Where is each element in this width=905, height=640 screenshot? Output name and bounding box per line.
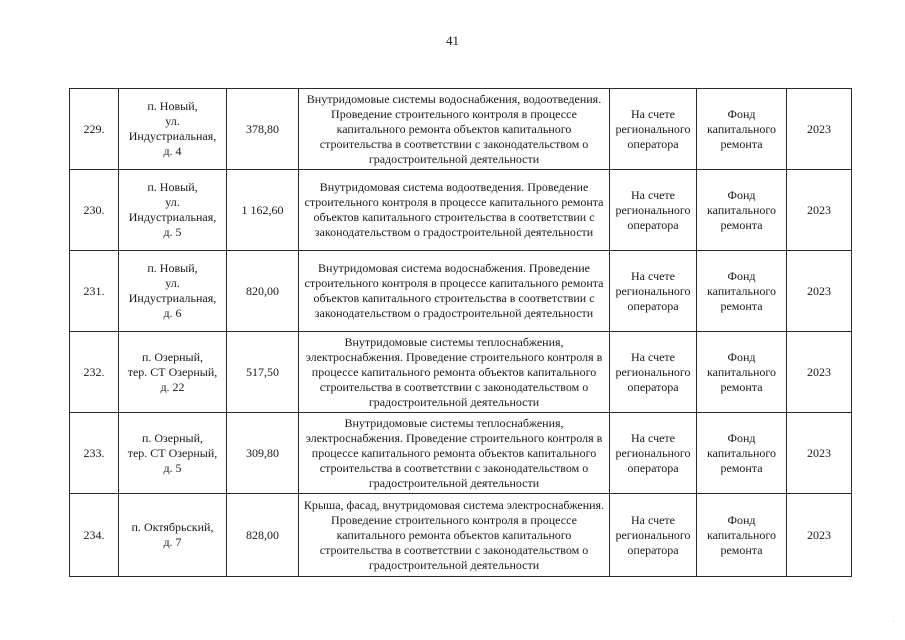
work-description-cell: Внутридомовые системы теплоснабжения, электроснабжения. Проведение строительного контроля в процессе капитального ремонта объектов капитального строительства в соответствии с законодательством о градостроительной деятельности (299, 413, 610, 494)
address-cell: п. Озерный, тер. СТ Озерный, д. 5 (119, 413, 227, 494)
table-row (70, 89, 852, 170)
table-row (70, 413, 852, 494)
account-cell: На счете регионального оператора (610, 170, 697, 251)
row-number: 230. (70, 170, 119, 251)
fund-cell: Фонд капитального ремонта (697, 170, 787, 251)
account-cell: На счете регионального оператора (610, 332, 697, 413)
account-cell: На счете регионального оператора (610, 251, 697, 332)
table-row (70, 251, 852, 332)
fund-cell: Фонд капитального ремонта (697, 89, 787, 170)
work-description-cell: Крыша, фасад, внутридомовая система электроснабжения. Проведение строительного контроля в процессе капитального ремонта объектов капитального строительства в соответствии с законодательством о градостроительной деятельности (299, 494, 610, 577)
page-number: 41 (446, 33, 459, 48)
cost-cell: 1 162,60 (227, 170, 299, 251)
account-cell: На счете регионального оператора (610, 89, 697, 170)
year-cell: 2023 (787, 413, 852, 494)
year-cell: 2023 (787, 170, 852, 251)
cost-cell: 309,80 (227, 413, 299, 494)
cost-cell: 828,00 (227, 494, 299, 577)
fund-cell: Фонд капитального ремонта (697, 251, 787, 332)
work-description-cell: Внутридомовая система водоснабжения. Проведение строительного контроля в процессе капитального ремонта объектов капитального строительства в соответствии с законодательством о градостроительной деятельности (299, 251, 610, 332)
row-number: 233. (70, 413, 119, 494)
year-cell: 2023 (787, 89, 852, 170)
table-row (70, 170, 852, 251)
account-cell: На счете регионального оператора (610, 494, 697, 577)
year-cell: 2023 (787, 332, 852, 413)
row-number: 231. (70, 251, 119, 332)
address-cell: п. Новый, ул. Индустриальная, д. 5 (119, 170, 227, 251)
table-row (70, 332, 852, 413)
scan-mark: · (892, 617, 895, 626)
work-description-cell: Внутридомовые системы водоснабжения, водоотведения. Проведение строительного контроля в процессе капитального ремонта объектов капитального строительства в соответствии с законодательством о градостроительной деятельности (299, 89, 610, 170)
address-cell: п. Новый, ул. Индустриальная, д. 4 (119, 89, 227, 170)
cost-cell: 820,00 (227, 251, 299, 332)
account-cell: На счете регионального оператора (610, 413, 697, 494)
row-number: 234. (70, 494, 119, 577)
row-number: 232. (70, 332, 119, 413)
fund-cell: Фонд капитального ремонта (697, 494, 787, 577)
work-description-cell: Внутридомовая система водоотведения. Проведение строительного контроля в процессе капитального ремонта объектов капитального строительства в соответствии с законодательством о градостроительной деятельности (299, 170, 610, 251)
year-cell: 2023 (787, 251, 852, 332)
year-cell: 2023 (787, 494, 852, 577)
work-description-cell: Внутридомовые системы теплоснабжения, электроснабжения. Проведение строительного контроля в процессе капитального ремонта объектов капитального строительства в соответствии с законодательством о градостроительной деятельности (299, 332, 610, 413)
row-number: 229. (70, 89, 119, 170)
table-body (70, 89, 852, 577)
fund-cell: Фонд капитального ремонта (697, 332, 787, 413)
address-cell: п. Октябрьский, д. 7 (119, 494, 227, 577)
repair-registry-table (69, 88, 852, 577)
cost-cell: 378,80 (227, 89, 299, 170)
address-cell: п. Новый, ул. Индустриальная, д. 6 (119, 251, 227, 332)
fund-cell: Фонд капитального ремонта (697, 413, 787, 494)
address-cell: п. Озерный, тер. СТ Озерный, д. 22 (119, 332, 227, 413)
table-row (70, 494, 852, 577)
cost-cell: 517,50 (227, 332, 299, 413)
